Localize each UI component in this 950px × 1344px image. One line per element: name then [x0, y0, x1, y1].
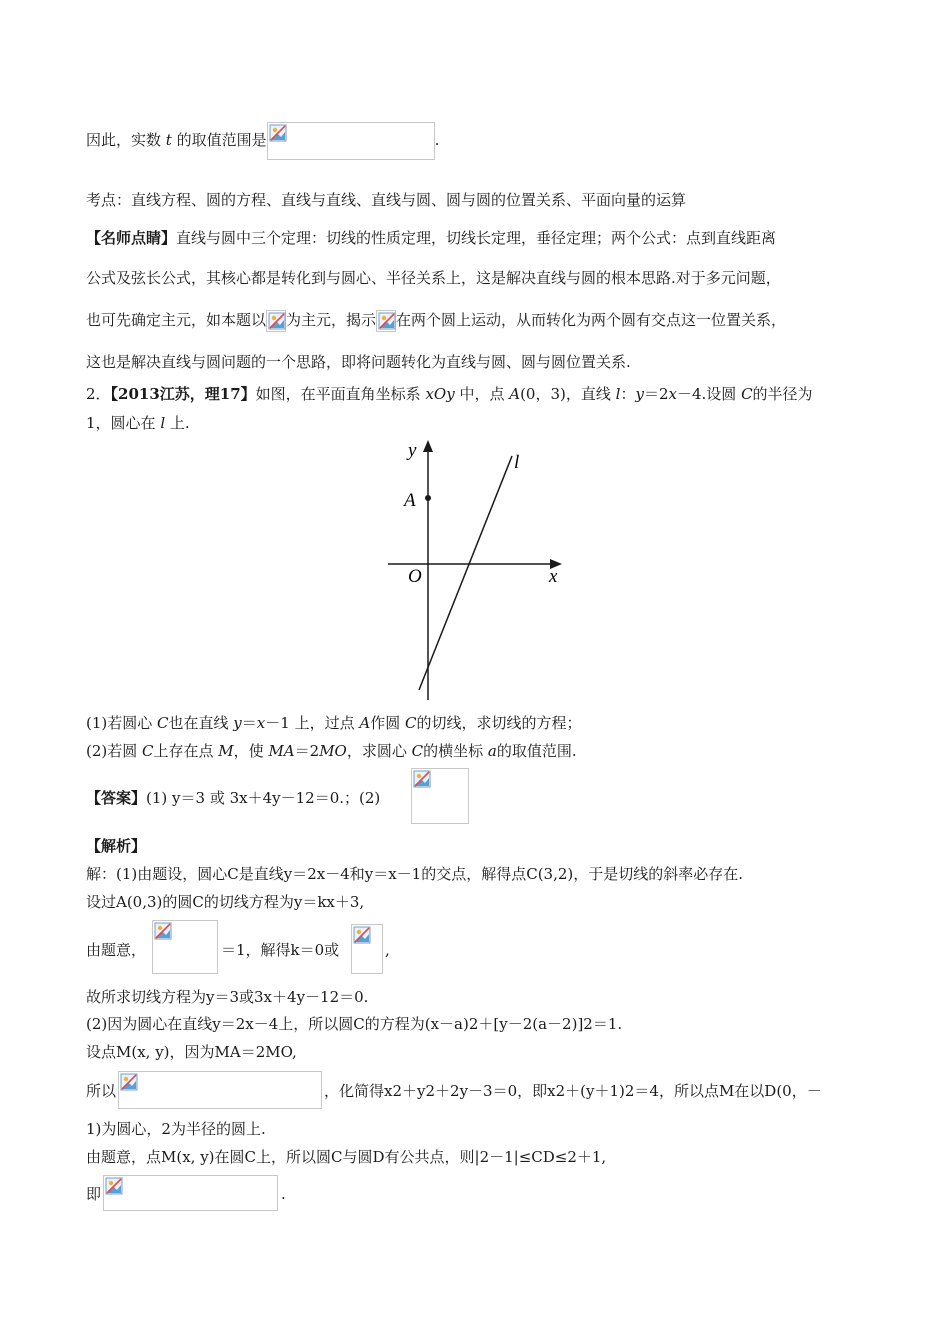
broken-image-icon	[154, 922, 172, 940]
line-l	[419, 456, 512, 690]
point-A	[425, 495, 431, 501]
formula-image-distance	[152, 920, 218, 974]
formula-image-answer-2	[411, 768, 469, 824]
analysis-line-4: 故所求切线方程为y＝3或3x＋4y－12＝0.	[86, 988, 369, 1006]
sub-question-1: (1)若圆心 C也在直线 y＝x－1 上，过点 A作圆 C的切线，求切线的方程；	[86, 714, 582, 732]
analysis-line-5: (2)因为圆心在直线y＝2x－4上，所以圆C的方程为(x－a)2＋[y－2(a－2)]2＝1.	[86, 1015, 623, 1033]
question-2-line-2: 1，圆心在 l 上.	[86, 414, 190, 432]
formula-image-point	[376, 310, 396, 332]
formula-image-range	[267, 122, 435, 160]
broken-image-icon	[269, 124, 287, 142]
analysis-line-9: 由题意，点M(x, y)在圆C上，所以圆C与圆D有公共点，则|2－1|≤CD≤2＋1,	[86, 1148, 607, 1166]
question-2-line-1: 2．【2013江苏，理17】如图，在平面直角坐标系 xOy 中，点 A(0，3)，直线 l：y＝2x－4.设圆 C的半径为	[86, 385, 813, 403]
broken-image-icon	[120, 1073, 138, 1091]
answer-line: 【答案】(1) y＝3 或 3x＋4y－12＝0.；(2)	[86, 789, 381, 807]
analysis-line-3: 由题意，	[86, 941, 147, 959]
tip-line-3: 也可先确定主元，如本题以 为主元，揭示 在两个圆上运动，从而转化为两个圆有交点这一位置关系，	[86, 310, 786, 332]
y-axis-label: y	[408, 440, 417, 461]
analysis-line-2: 设过A(0,3)的圆C的切线方程为y＝kx＋3,	[86, 893, 365, 911]
kaodian-line: 考点：直线方程、圆的方程、直线与直线、直线与圆、圆与圆的位置关系、平面向量的运算	[86, 191, 687, 209]
analysis-line-10b: .	[281, 1185, 286, 1203]
origin-label: O	[408, 566, 422, 587]
formula-image-ma-mo	[118, 1071, 322, 1109]
analysis-line-6: 设点M(x, y)，因为MA＝2MO,	[86, 1043, 297, 1061]
formula-image-k	[351, 924, 383, 974]
sub-question-2: (2)若圆 C上存在点 M，使 MA＝2MO，求圆心 C的横坐标 a的取值范围.	[86, 742, 577, 760]
x-axis-label: x	[549, 566, 558, 587]
analysis-line-7: 所以	[86, 1082, 117, 1100]
range-statement: 因此，实数 t 的取值范围是 .	[86, 122, 439, 160]
y-axis-arrow	[423, 440, 433, 452]
formula-image-main-var	[266, 310, 286, 332]
broken-image-icon	[413, 770, 431, 788]
analysis-line-8: 1)为圆心，2为半径的圆上.	[86, 1120, 266, 1138]
broken-image-icon	[105, 1177, 123, 1195]
tip-line-2: 公式及弦长公式，其核心都是转化到与圆心、半径关系上，这是解决直线与圆的根本思路.对于多元问题，	[86, 269, 781, 287]
analysis-line-1: 解：(1)由题设，圆心C是直线y＝2x－4和y＝x－1的交点，解得点C(3,2)，于是切线的斜率必存在.	[86, 865, 744, 883]
analysis-line-7b: ，化简得x2＋y2＋2y－3＝0，即x2＋(y＋1)2＝4，所以点M在以D(0，－	[324, 1082, 822, 1100]
tip-line-4: 这也是解决直线与圆问题的一个思路，即将问题转化为直线与圆、圆与圆位置关系.	[86, 353, 631, 371]
broken-image-icon	[268, 312, 286, 330]
broken-image-icon	[378, 312, 396, 330]
point-A-label: A	[404, 490, 416, 511]
analysis-heading: 【解析】	[86, 837, 147, 855]
analysis-line-3c: ,	[385, 941, 390, 959]
broken-image-icon	[353, 926, 371, 944]
tip-line-1: 【名师点睛】直线与圆中三个定理：切线的性质定理，切线长定理，垂径定理；两个公式：点到直线距离	[86, 229, 777, 247]
coordinate-figure	[378, 432, 568, 704]
analysis-line-3b: ＝1，解得k＝0或	[221, 941, 340, 959]
formula-image-final-range	[103, 1175, 278, 1211]
line-l-label: l	[514, 452, 520, 473]
analysis-line-10: 即	[86, 1185, 102, 1203]
